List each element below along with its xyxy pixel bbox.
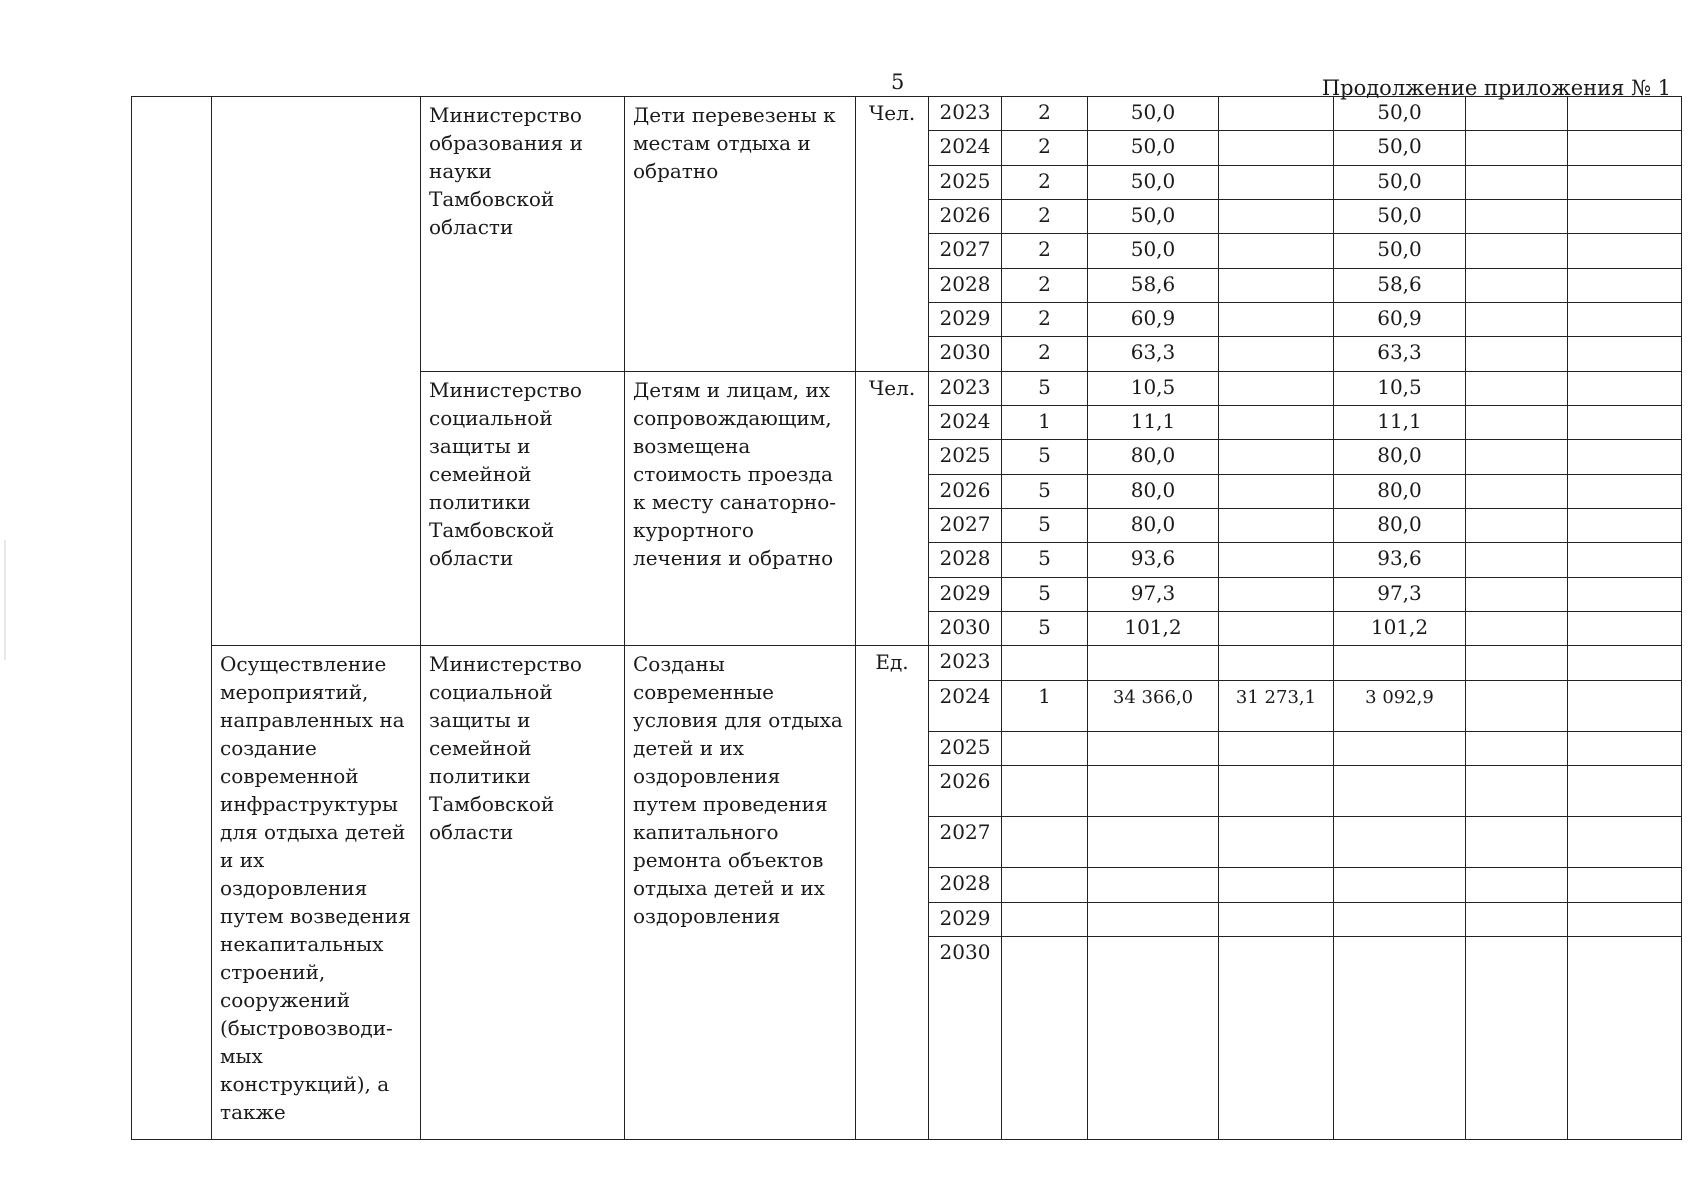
value-cell-col_a <box>1466 165 1568 199</box>
value-cell-col_b <box>1568 440 1682 474</box>
value-cell-col_a <box>1466 868 1568 902</box>
value-cell-qty: 2 <box>1002 131 1088 165</box>
value-cell-col_a <box>1466 508 1568 542</box>
value-cell-total: 50,0 <box>1088 131 1219 165</box>
value-cell-qty <box>1002 937 1088 1140</box>
value-cell-federal <box>1219 543 1334 577</box>
value-cell-col_b <box>1568 937 1682 1140</box>
value-cell-qty: 2 <box>1002 302 1088 336</box>
value-cell-federal <box>1219 371 1334 405</box>
value-cell-col_b <box>1568 680 1682 731</box>
value-cell-total: 34 366,0 <box>1088 680 1219 731</box>
value-cell-qty <box>1002 732 1088 766</box>
value-cell-col_a <box>1466 732 1568 766</box>
value-cell-col_a <box>1466 680 1568 731</box>
page-number: 5 <box>891 70 905 94</box>
value-cell-regional: 3 092,9 <box>1334 680 1466 731</box>
value-cell-regional: 11,1 <box>1334 405 1466 439</box>
year-cell: 2026 <box>929 766 1002 816</box>
year-cell: 2028 <box>929 268 1002 302</box>
year-cell: 2029 <box>929 902 1002 936</box>
value-cell-regional: 58,6 <box>1334 268 1466 302</box>
value-cell-col_b <box>1568 165 1682 199</box>
value-cell-regional <box>1334 937 1466 1140</box>
result-cell: Созданы современные условия для отдыха детей и их оздоровления путем проведения капитального ремонта объектов отдыха детей и их оздоровления <box>625 646 856 1140</box>
value-cell-federal <box>1219 816 1334 867</box>
year-cell: 2026 <box>929 199 1002 233</box>
value-cell-total: 50,0 <box>1088 97 1219 131</box>
value-cell-total <box>1088 937 1219 1140</box>
table-row <box>132 97 1682 131</box>
value-cell-qty: 2 <box>1002 97 1088 131</box>
unit-cell: Чел. <box>856 97 929 372</box>
year-cell: 2023 <box>929 646 1002 680</box>
year-cell: 2023 <box>929 371 1002 405</box>
ministry-cell: Министерство социальной защиты и семейной политики Тамбовской области <box>421 646 625 1140</box>
value-cell-col_b <box>1568 474 1682 508</box>
year-cell: 2028 <box>929 868 1002 902</box>
year-cell: 2030 <box>929 611 1002 645</box>
value-cell-qty <box>1002 868 1088 902</box>
value-cell-total <box>1088 732 1219 766</box>
value-cell-total: 80,0 <box>1088 508 1219 542</box>
value-cell-regional: 80,0 <box>1334 508 1466 542</box>
value-cell-total: 80,0 <box>1088 474 1219 508</box>
event-cell: Осуществление мероприятий, направленных на создание современной инфраструктуры для отдыха детей и их оздоровления путем возведения некапитальных строений, сооружений (быстровозводи-мых конструкций), а также <box>212 646 421 1140</box>
value-cell-total <box>1088 816 1219 867</box>
value-cell-col_b <box>1568 97 1682 131</box>
year-cell: 2029 <box>929 577 1002 611</box>
value-cell-regional: 101,2 <box>1334 611 1466 645</box>
year-cell: 2026 <box>929 474 1002 508</box>
value-cell-regional: 50,0 <box>1334 234 1466 268</box>
year-cell: 2025 <box>929 165 1002 199</box>
value-cell-qty <box>1002 902 1088 936</box>
value-cell-qty: 5 <box>1002 577 1088 611</box>
value-cell-total: 50,0 <box>1088 165 1219 199</box>
value-cell-federal <box>1219 405 1334 439</box>
value-cell-qty: 2 <box>1002 199 1088 233</box>
value-cell-federal <box>1219 508 1334 542</box>
value-cell-federal <box>1219 97 1334 131</box>
year-cell: 2027 <box>929 816 1002 867</box>
value-cell-col_b <box>1568 766 1682 816</box>
value-cell-federal <box>1219 611 1334 645</box>
value-cell-col_a <box>1466 646 1568 680</box>
value-cell-qty: 2 <box>1002 234 1088 268</box>
value-cell-federal <box>1219 268 1334 302</box>
value-cell-col_b <box>1568 508 1682 542</box>
value-cell-qty: 5 <box>1002 543 1088 577</box>
value-cell-col_a <box>1466 611 1568 645</box>
value-cell-col_a <box>1466 937 1568 1140</box>
value-cell-qty: 1 <box>1002 405 1088 439</box>
value-cell-qty: 5 <box>1002 611 1088 645</box>
year-cell: 2030 <box>929 937 1002 1140</box>
value-cell-qty: 5 <box>1002 371 1088 405</box>
value-cell-regional: 60,9 <box>1334 302 1466 336</box>
value-cell-col_a <box>1466 302 1568 336</box>
value-cell-total: 50,0 <box>1088 234 1219 268</box>
value-cell-col_b <box>1568 902 1682 936</box>
value-cell-col_a <box>1466 902 1568 936</box>
value-cell-col_b <box>1568 337 1682 371</box>
value-cell-col_b <box>1568 199 1682 233</box>
year-cell: 2029 <box>929 302 1002 336</box>
value-cell-total: 60,9 <box>1088 302 1219 336</box>
value-cell-total <box>1088 766 1219 816</box>
value-cell-col_a <box>1466 268 1568 302</box>
value-cell-total <box>1088 902 1219 936</box>
value-cell-regional <box>1334 732 1466 766</box>
year-cell: 2023 <box>929 97 1002 131</box>
value-cell-federal <box>1219 577 1334 611</box>
year-cell: 2028 <box>929 543 1002 577</box>
value-cell-regional: 93,6 <box>1334 543 1466 577</box>
unit-cell: Ед. <box>856 646 929 1140</box>
value-cell-col_a <box>1466 337 1568 371</box>
value-cell-total: 50,0 <box>1088 199 1219 233</box>
year-cell: 2025 <box>929 440 1002 474</box>
value-cell-total: 101,2 <box>1088 611 1219 645</box>
value-cell-total: 11,1 <box>1088 405 1219 439</box>
value-cell-total: 93,6 <box>1088 543 1219 577</box>
value-cell-regional <box>1334 766 1466 816</box>
value-cell-col_b <box>1568 577 1682 611</box>
ministry-cell: Министерство образования и науки Тамбовской области <box>421 97 625 372</box>
value-cell-col_b <box>1568 543 1682 577</box>
number-column <box>132 97 212 1140</box>
value-cell-total: 10,5 <box>1088 371 1219 405</box>
value-cell-federal <box>1219 766 1334 816</box>
value-cell-col_b <box>1568 234 1682 268</box>
value-cell-federal <box>1219 902 1334 936</box>
value-cell-regional <box>1334 902 1466 936</box>
value-cell-col_a <box>1466 766 1568 816</box>
value-cell-col_a <box>1466 543 1568 577</box>
value-cell-total: 63,3 <box>1088 337 1219 371</box>
value-cell-qty: 1 <box>1002 680 1088 731</box>
value-cell-col_a <box>1466 440 1568 474</box>
result-cell: Дети перевезены к местам отдыха и обратно <box>625 97 856 372</box>
value-cell-total <box>1088 646 1219 680</box>
scan-margin-mark <box>4 540 6 660</box>
year-cell: 2027 <box>929 234 1002 268</box>
value-cell-federal <box>1219 937 1334 1140</box>
value-cell-col_b <box>1568 816 1682 867</box>
value-cell-qty: 5 <box>1002 508 1088 542</box>
value-cell-col_b <box>1568 405 1682 439</box>
value-cell-col_b <box>1568 611 1682 645</box>
value-cell-regional: 80,0 <box>1334 440 1466 474</box>
value-cell-col_b <box>1568 131 1682 165</box>
value-cell-total: 80,0 <box>1088 440 1219 474</box>
value-cell-total: 58,6 <box>1088 268 1219 302</box>
value-cell-regional: 80,0 <box>1334 474 1466 508</box>
value-cell-regional: 10,5 <box>1334 371 1466 405</box>
value-cell-col_a <box>1466 97 1568 131</box>
value-cell-col_a <box>1466 131 1568 165</box>
value-cell-federal <box>1219 234 1334 268</box>
value-cell-federal <box>1219 165 1334 199</box>
value-cell-qty: 2 <box>1002 268 1088 302</box>
value-cell-col_b <box>1568 371 1682 405</box>
value-cell-col_a <box>1466 405 1568 439</box>
value-cell-federal <box>1219 732 1334 766</box>
value-cell-regional: 50,0 <box>1334 165 1466 199</box>
value-cell-col_a <box>1466 816 1568 867</box>
value-cell-qty <box>1002 646 1088 680</box>
value-cell-qty: 5 <box>1002 474 1088 508</box>
value-cell-qty <box>1002 816 1088 867</box>
value-cell-col_a <box>1466 234 1568 268</box>
value-cell-regional <box>1334 868 1466 902</box>
value-cell-regional <box>1334 646 1466 680</box>
value-cell-col_a <box>1466 577 1568 611</box>
event-cell-empty <box>212 97 421 646</box>
value-cell-col_a <box>1466 371 1568 405</box>
year-cell: 2024 <box>929 405 1002 439</box>
result-cell: Детям и лицам, их сопровождающим, возмещена стоимость проезда к месту санаторно-курортного лечения и обратно <box>625 371 856 646</box>
ministry-cell: Министерство социальной защиты и семейной политики Тамбовской области <box>421 371 625 646</box>
value-cell-col_b <box>1568 868 1682 902</box>
year-cell: 2027 <box>929 508 1002 542</box>
value-cell-regional <box>1334 816 1466 867</box>
value-cell-regional: 50,0 <box>1334 97 1466 131</box>
value-cell-qty <box>1002 766 1088 816</box>
value-cell-total <box>1088 868 1219 902</box>
value-cell-total: 97,3 <box>1088 577 1219 611</box>
year-cell: 2030 <box>929 337 1002 371</box>
value-cell-federal <box>1219 440 1334 474</box>
value-cell-federal <box>1219 646 1334 680</box>
table-row <box>132 646 1682 680</box>
value-cell-regional: 97,3 <box>1334 577 1466 611</box>
value-cell-federal <box>1219 302 1334 336</box>
value-cell-col_b <box>1568 302 1682 336</box>
value-cell-federal <box>1219 337 1334 371</box>
value-cell-qty: 2 <box>1002 337 1088 371</box>
unit-cell: Чел. <box>856 371 929 646</box>
year-cell: 2024 <box>929 680 1002 731</box>
value-cell-federal: 31 273,1 <box>1219 680 1334 731</box>
value-cell-federal <box>1219 131 1334 165</box>
year-cell: 2025 <box>929 732 1002 766</box>
value-cell-regional: 50,0 <box>1334 131 1466 165</box>
value-cell-col_b <box>1568 268 1682 302</box>
year-cell: 2024 <box>929 131 1002 165</box>
value-cell-regional: 63,3 <box>1334 337 1466 371</box>
value-cell-qty: 5 <box>1002 440 1088 474</box>
appendix-table <box>131 96 1682 1140</box>
value-cell-regional: 50,0 <box>1334 199 1466 233</box>
value-cell-col_b <box>1568 646 1682 680</box>
value-cell-federal <box>1219 199 1334 233</box>
value-cell-col_b <box>1568 732 1682 766</box>
continuation-label: Продолжение приложения № 1 <box>1321 76 1671 100</box>
value-cell-federal <box>1219 474 1334 508</box>
value-cell-qty: 2 <box>1002 165 1088 199</box>
value-cell-federal <box>1219 868 1334 902</box>
table-body <box>132 97 1682 1140</box>
value-cell-col_a <box>1466 199 1568 233</box>
value-cell-col_a <box>1466 474 1568 508</box>
